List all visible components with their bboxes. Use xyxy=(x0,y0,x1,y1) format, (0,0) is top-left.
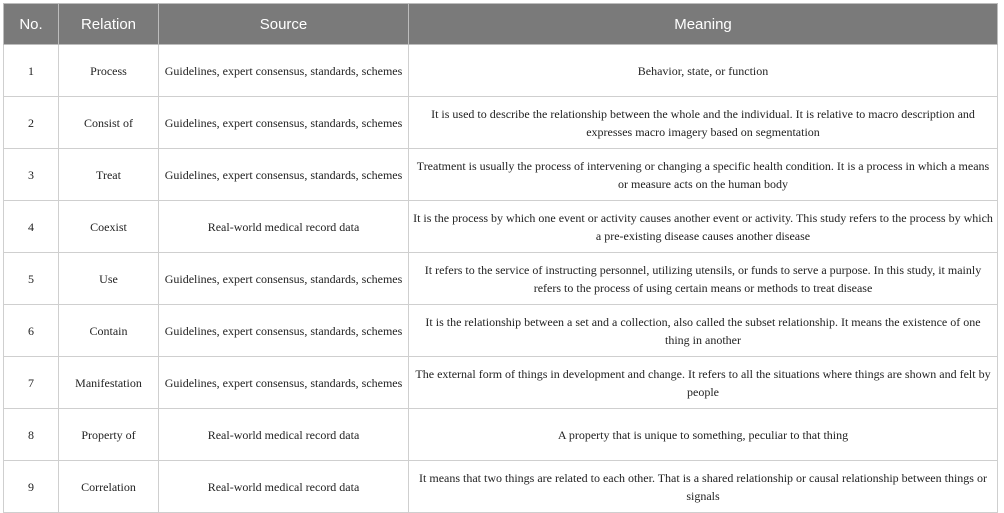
cell-meaning: Treatment is usually the process of intervening or changing a specific health condition. It is a process in which a means or measure acts on the human body xyxy=(409,149,998,201)
cell-meaning: It is the process by which one event or activity causes another event or activity. This study refers to the process by which a pre-existing disease causes another disease xyxy=(409,201,998,253)
cell-source: Guidelines, expert consensus, standards, schemes xyxy=(159,305,409,357)
cell-source: Real-world medical record data xyxy=(159,201,409,253)
cell-no: 1 xyxy=(4,45,59,97)
cell-no: 2 xyxy=(4,97,59,149)
cell-source: Guidelines, expert consensus, standards, schemes xyxy=(159,357,409,409)
cell-relation: Contain xyxy=(59,305,159,357)
header-source: Source xyxy=(159,4,409,45)
cell-meaning: The external form of things in development and change. It refers to all the situations where things are shown and felt by people xyxy=(409,357,998,409)
cell-no: 5 xyxy=(4,253,59,305)
table-row xyxy=(4,45,998,97)
cell-meaning: Behavior, state, or function xyxy=(409,45,998,97)
header-no: No. xyxy=(4,4,59,45)
cell-relation: Correlation xyxy=(59,461,159,513)
table-row xyxy=(4,201,998,253)
cell-source: Guidelines, expert consensus, standards, schemes xyxy=(159,45,409,97)
cell-meaning: It is used to describe the relationship between the whole and the individual. It is relative to macro description and expresses macro imagery based on segmentation xyxy=(409,97,998,149)
cell-meaning: It is the relationship between a set and a collection, also called the subset relationship. It means the existence of one thing in another xyxy=(409,305,998,357)
cell-relation: Treat xyxy=(59,149,159,201)
cell-no: 7 xyxy=(4,357,59,409)
relation-table xyxy=(3,3,998,513)
table-row xyxy=(4,149,998,201)
header-relation: Relation xyxy=(59,4,159,45)
table-row xyxy=(4,97,998,149)
cell-relation: Property of xyxy=(59,409,159,461)
cell-relation: Consist of xyxy=(59,97,159,149)
cell-no: 8 xyxy=(4,409,59,461)
cell-meaning: It means that two things are related to each other. That is a shared relationship or causal relationship between things or signals xyxy=(409,461,998,513)
header-meaning: Meaning xyxy=(409,4,998,45)
table-row xyxy=(4,253,998,305)
table-row xyxy=(4,461,998,513)
cell-no: 6 xyxy=(4,305,59,357)
cell-source: Real-world medical record data xyxy=(159,461,409,513)
cell-no: 4 xyxy=(4,201,59,253)
cell-source: Guidelines, expert consensus, standards, schemes xyxy=(159,253,409,305)
table-row xyxy=(4,305,998,357)
table-row xyxy=(4,409,998,461)
cell-meaning: It refers to the service of instructing personnel, utilizing utensils, or funds to serve a purpose. In this study, it mainly refers to the process of using certain means or methods to treat disease xyxy=(409,253,998,305)
cell-no: 9 xyxy=(4,461,59,513)
relation-table-container xyxy=(3,3,997,513)
cell-relation: Coexist xyxy=(59,201,159,253)
cell-meaning: A property that is unique to something, peculiar to that thing xyxy=(409,409,998,461)
cell-relation: Manifestation xyxy=(59,357,159,409)
cell-source: Guidelines, expert consensus, standards, schemes xyxy=(159,149,409,201)
cell-relation: Process xyxy=(59,45,159,97)
cell-source: Guidelines, expert consensus, standards, schemes xyxy=(159,97,409,149)
cell-relation: Use xyxy=(59,253,159,305)
cell-source: Real-world medical record data xyxy=(159,409,409,461)
table-row xyxy=(4,357,998,409)
cell-no: 3 xyxy=(4,149,59,201)
table-header-row xyxy=(4,4,998,45)
